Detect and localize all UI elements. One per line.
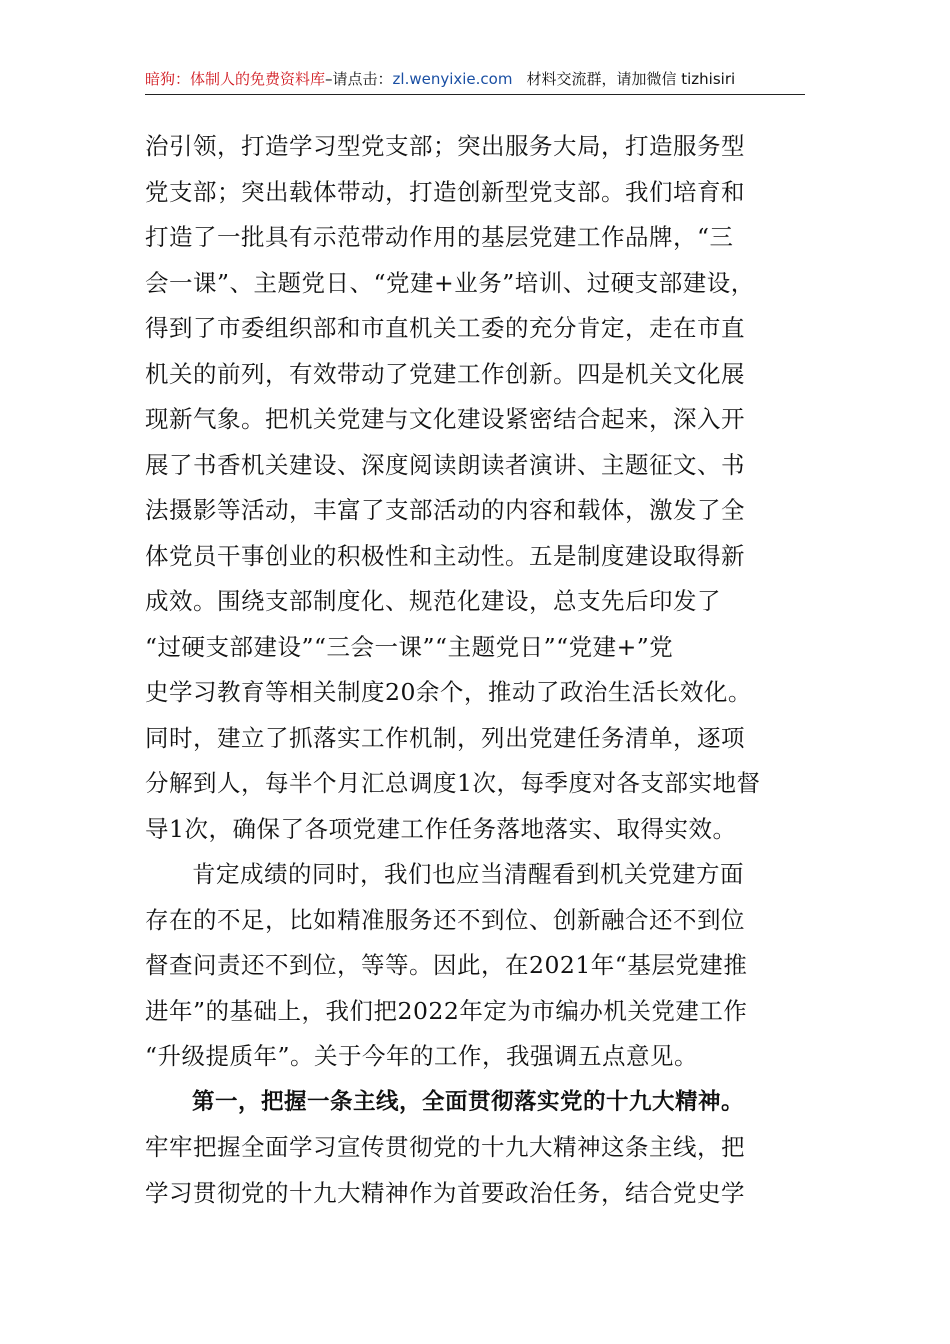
text-line: 展了书香机关建设、深度阅读朗读者演讲、主题征文、书 [145, 450, 745, 479]
text-line: 治引领，打造学习型党支部；突出服务大局，打造服务型 [145, 132, 745, 160]
text-line: 同时，建立了抓落实工作机制，列出党建任务清单，逐项 [145, 723, 745, 752]
text-line: 督查问责还不到位，等等。因此，在2021年“基层党建推 [145, 951, 748, 979]
header-brand: 暗狗：体制人的免费资料库 [145, 70, 326, 88]
text-line: 会一课”、主题党日、“党建+业务”培训、过硬支部建设， [145, 268, 755, 297]
text-line: “过硬支部建设”“三会一课”“主题党日”“党建+”党 [145, 632, 674, 661]
text-line: 学习贯彻党的十九大精神作为首要政治任务，结合党史学 [145, 1178, 745, 1207]
text-line: 导1次，确保了各项党建工作任务落地落实、取得实效。 [145, 814, 737, 843]
paragraph-first-line: 肯定成绩的同时，我们也应当清醒看到机关党建方面 [192, 860, 744, 888]
text-line: 现新气象。把机关党建与文化建设紧密结合起来，深入开 [145, 405, 745, 433]
header-click-prefix: –请点击： [325, 70, 393, 88]
header-url-link[interactable]: zl.wenyixie.com [392, 70, 513, 88]
text-line: 分解到人，每半个月汇总调度1次，每季度对各支部实地督 [145, 769, 761, 797]
text-line: 体党员干事创业的积极性和主动性。五是制度建设取得新 [145, 541, 745, 570]
page-header [145, 64, 805, 95]
section-heading: 第一，把握一条主线，全面贯彻落实党的十九大精神。 [192, 1088, 745, 1115]
text-line: 牢牢把握全面学习宣传贯彻党的十九大精神这条主线，把 [145, 1133, 745, 1161]
text-line: 机关的前列，有效带动了党建工作创新。四是机关文化展 [145, 359, 745, 388]
text-line: 进年”的基础上，我们把2022年定为市编办机关党建工作 [145, 996, 748, 1025]
text-line: “升级提质年”。关于今年的工作，我强调五点意见。 [145, 1042, 699, 1070]
text-line: 法摄影等活动，丰富了支部活动的内容和载体，激发了全 [145, 496, 745, 524]
document-body [145, 124, 807, 1216]
text-line: 成效。围绕支部制度化、规范化建设，总支先后印发了 [145, 587, 721, 615]
text-line: 史学习教育等相关制度20余个，推动了政治生活长效化。 [145, 678, 752, 706]
text-line: 得到了市委组织部和市直机关工委的充分肯定，走在市直 [145, 314, 745, 342]
text-line: 打造了一批具有示范带动作用的基层党建工作品牌，“三 [145, 223, 734, 251]
header-contact: 材料交流群，请加微信 tizhisiri [526, 70, 736, 88]
text-line: 党支部；突出载体带动，打造创新型党支部。我们培育和 [145, 177, 745, 206]
text-line: 存在的不足，比如精准服务还不到位、创新融合还不到位 [145, 905, 745, 934]
